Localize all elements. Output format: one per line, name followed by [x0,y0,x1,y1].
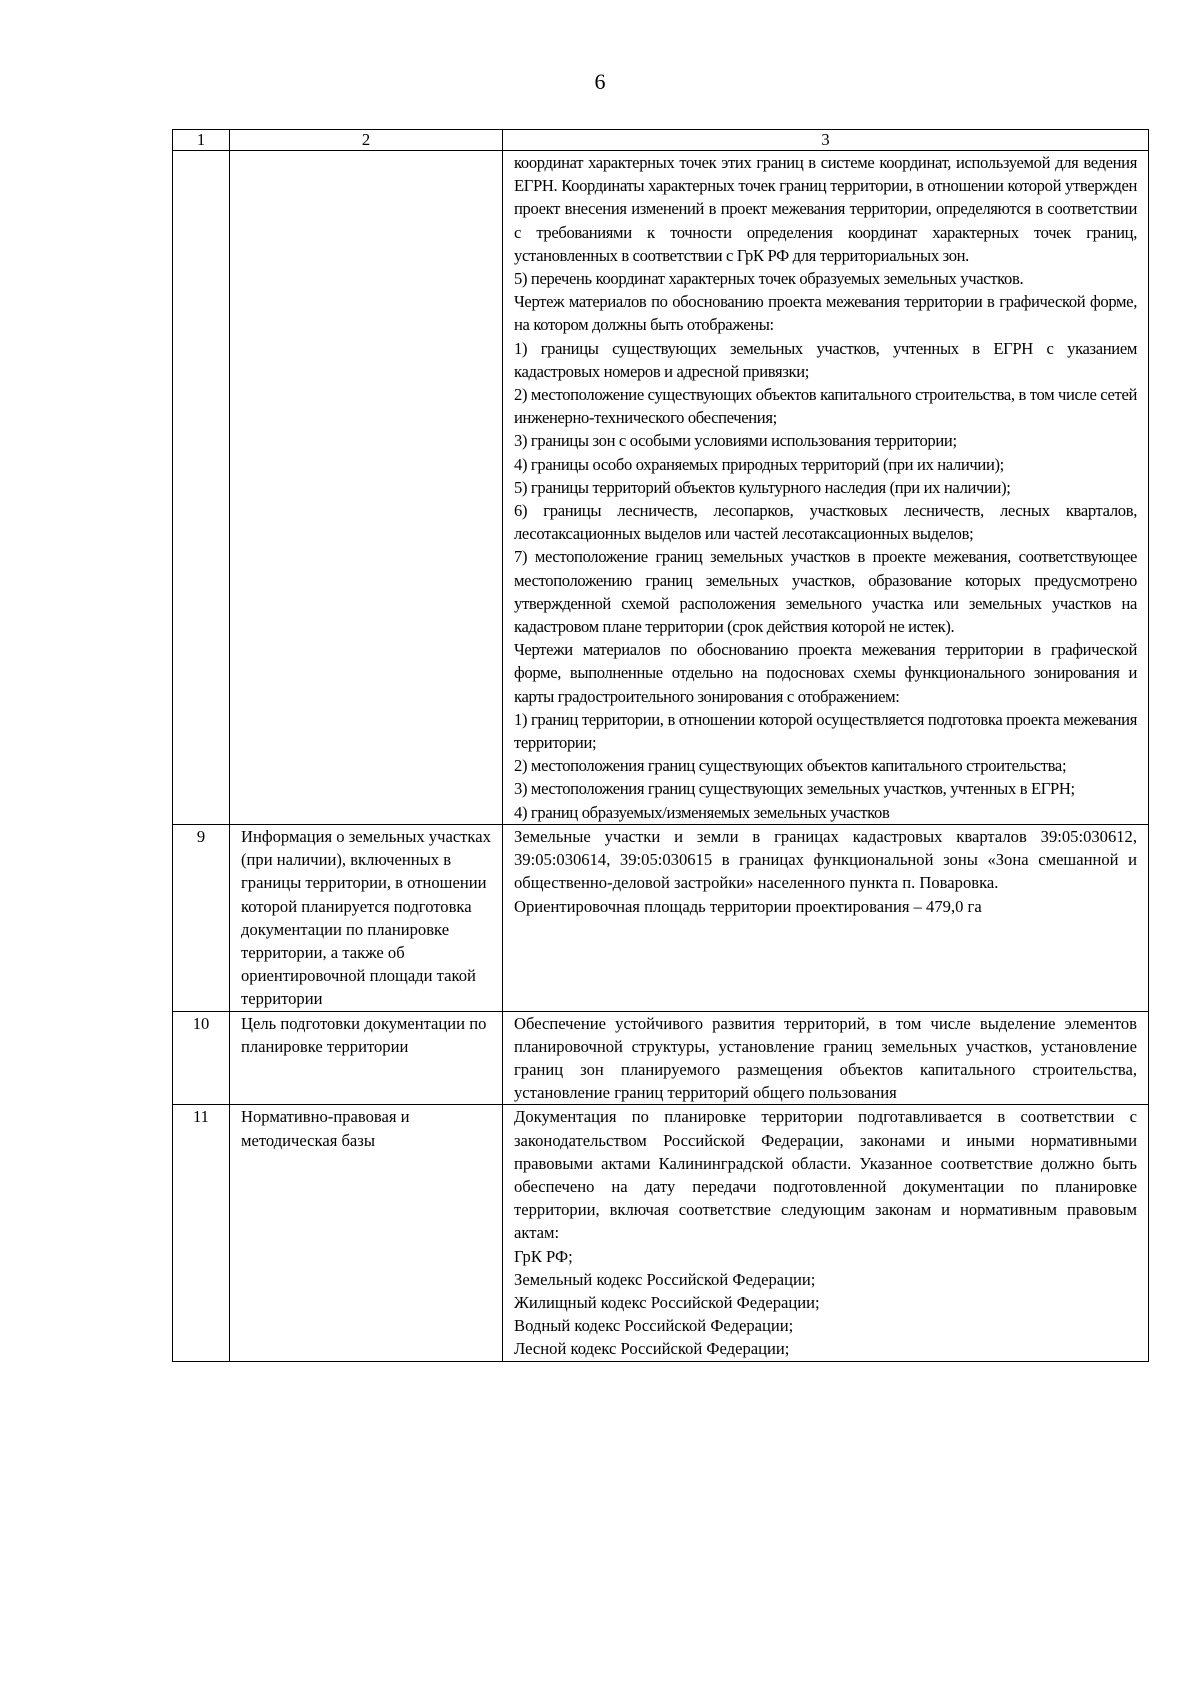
paragraph: Жилищный кодекс Российской Федерации; [514,1292,820,1312]
row-content [503,824,1149,1011]
paragraph: координат характерных точек этих границ в системе координат, используемой для ведения ЕГРН. Координаты характерных точек границ территории, в отношении которой утвержден проект внесения изменений в проект межевания территории, определяются в соответствии с требованиями к точности определения координат характерных точек границ, установленных в соответствии с ГрК РФ для территориальных зон. [514,153,1137,265]
paragraph: Чертеж материалов по обоснованию проекта межевания территории в графической форме, на котором должны быть отображены: [514,292,1137,335]
column-header-2: 2 [230,130,503,151]
paragraph: 6) границы лесничеств, лесопарков, участковых лесничеств, лесных кварталов, лесотаксационных выделов или частей лесотаксационных выделов; [514,501,1137,544]
paragraph: Чертежи материалов по обоснованию проекта межевания территории в графической форме, выполненные отдельно на подосновах схемы функционального зонирования и карты градостроительного зонирования с отображением: [514,640,1137,706]
paragraph: 5) границы территорий объектов культурного наследия (при их наличии); [514,477,1011,497]
paragraph: 7) местоположение границ земельных участков в проекте межевания, соответствующее местоположению границ земельных участков, образование которых предусмотрено утвержденной схемой расположения земельного участка или земельных участков на кадастровом плане территории (срок действия которой не истек). [514,547,1137,637]
row-content [503,1105,1149,1361]
row-number: 9 [173,824,230,1011]
row-name: Нормативно-правовая и методическая базы [230,1105,503,1361]
row-content [503,1011,1149,1105]
table-row-9 [173,824,1149,1011]
row-number: 11 [173,1105,230,1361]
page-number: 6 [594,69,606,94]
paragraph: Ориентировочная площадь территории проектирования – 479,0 га [514,896,982,916]
table-header-row [173,130,1149,151]
paragraph: Водный кодекс Российской Федерации; [514,1316,794,1336]
paragraph: 5) перечень координат характерных точек образуемых земельных участков. [514,269,1024,289]
paragraph: 3) границы зон с особыми условиями использования территории; [514,431,957,451]
row-number [173,151,230,825]
table-row-10 [173,1011,1149,1105]
row-name: Цель подготовки документации по планировке территории [230,1011,503,1105]
table-row-continuation [173,151,1149,825]
requirements-table [172,129,1149,1362]
column-header-1: 1 [173,130,230,151]
paragraph: Земельные участки и земли в границах кадастровых кварталов 39:05:030612, 39:05:030614, 39:05:030615 в границах функциональной зоны «Зона смешанной и общественно-деловой застройки» населенного пункта п. Поваровка. [514,826,1137,893]
paragraph: Лесной кодекс Российской Федерации; [514,1339,790,1359]
column-header-3: 3 [503,130,1149,151]
paragraph: 3) местоположения границ существующих земельных участков, учтенных в ЕГРН; [514,779,1075,799]
row-content [503,151,1149,825]
paragraph: 1) границы существующих земельных участков, учтенных в ЕГРН с указанием кадастровых номеров и адресной привязки; [514,338,1137,381]
paragraph: Документация по планировке территории подготавливается в соответствии с законодательством Российской Федерации, законами и иными нормативными правовыми актами Калининградской области. Указанное соответствие должно быть обеспечено на дату передачи подготовленной документации по планировке территории, включая соответствие следующим законам и нормативным правовым актам: [514,1107,1137,1243]
row-name [230,151,503,825]
paragraph: 2) местоположения границ существующих объектов капитального строительства; [514,756,1067,776]
row-number: 10 [173,1011,230,1105]
table-row-11 [173,1105,1149,1361]
row-name: Информация о земельных участках (при наличии), включенных в границы территории, в отношении которой планируется подготовка документации по планировке территории, а также об ориентировочной площади такой территории [230,824,503,1011]
paragraph: 4) границы особо охраняемых природных территорий (при их наличии); [514,454,1004,474]
paragraph: 2) местоположение существующих объектов капитального строительства, в том числе сетей инженерно-технического обеспечения; [514,385,1137,428]
paragraph: Обеспечение устойчивого развития территорий, в том числе выделение элементов планировочной структуры, установление границ земельных участков, установление границ зон планируемого размещения объектов капитального строительства, установление границ территорий общего пользования [514,1013,1137,1103]
paragraph: 1) границ территории, в отношении которой осуществляется подготовка проекта межевания территории; [514,709,1137,753]
paragraph: Земельный кодекс Российской Федерации; [514,1269,816,1289]
paragraph: ГрК РФ; [514,1246,573,1266]
paragraph: 4) границ образуемых/изменяемых земельных участков [514,802,890,822]
